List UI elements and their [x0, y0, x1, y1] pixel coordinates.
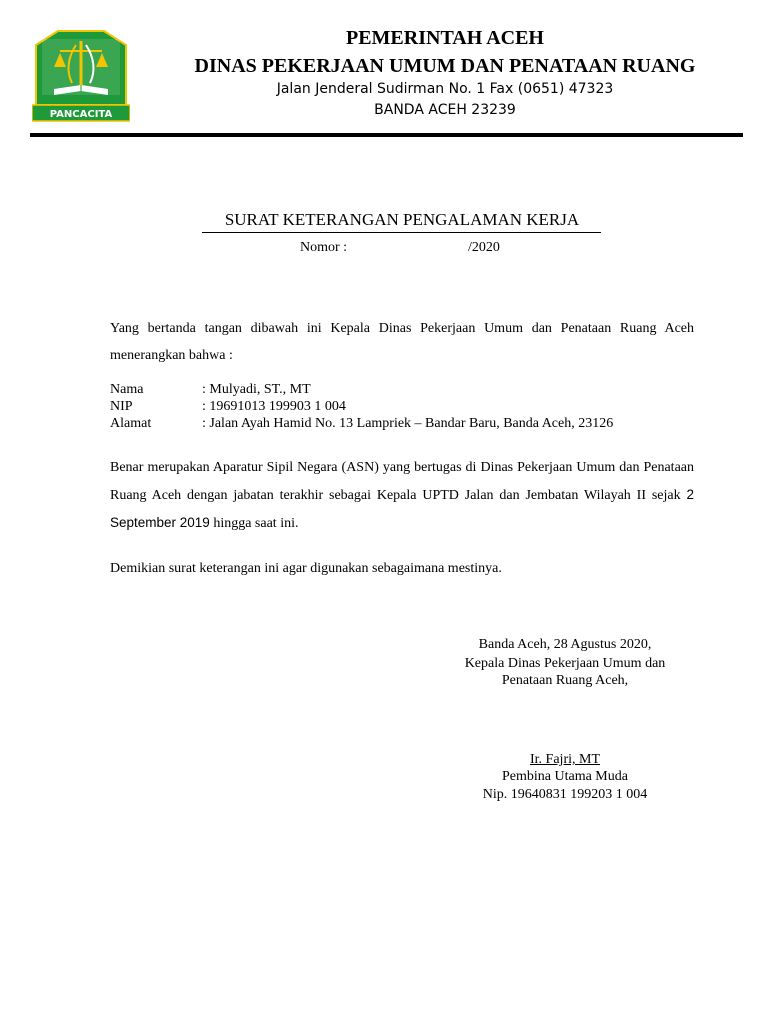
signatory-nip: Nip. 19640831 199203 1 004 — [482, 787, 648, 802]
letterhead-city: BANDA ACEH 23239 — [374, 102, 516, 118]
body-text-part1: Benar merupakan Aparatur Sipil Negara (ASN) yang bertugas di Dinas Pekerjaan Umum dan Penataan Ruang Aceh dengan jabatan terakhir sebagai Kepala UPTD Jalan dan Jembatan Wilayah II sejak — [110, 460, 694, 503]
title-underline — [202, 232, 601, 233]
letterhead-agency: DINAS PEKERJAAN UMUM DAN PENATAAN RUANG — [194, 55, 696, 77]
signatory-name: Ir. Fajri, MT — [530, 752, 600, 767]
detail-label-nip: NIP — [110, 399, 133, 414]
document-title: SURAT KETERANGAN PENGALAMAN KERJA — [224, 210, 580, 229]
nomor-value: /2020 — [468, 240, 500, 255]
intro-paragraph: Yang bertanda tangan dibawah ini Kepala Dinas Pekerjaan Umum dan Penataan Ruang Aceh menerangkan bahwa : — [110, 321, 694, 363]
detail-value-alamat: : Jalan Ayah Hamid No. 13 Lampriek – Bandar Baru, Banda Aceh, 23126 — [202, 416, 614, 431]
signatory-rank: Pembina Utama Muda — [502, 769, 628, 784]
nomor-label: Nomor : — [300, 240, 348, 255]
body-paragraph — [110, 454, 694, 537]
detail-label-nama: Nama — [110, 382, 144, 397]
letterhead-divider — [30, 133, 743, 137]
signature-position-line1: Kepala Dinas Pekerjaan Umum dan — [464, 656, 666, 671]
signature-position-line2: Penataan Ruang Aceh, — [501, 673, 629, 688]
letterhead-government: PEMERINTAH ACEH — [346, 27, 544, 49]
body-date: 2 September 2019 — [110, 487, 694, 530]
detail-value-nama: : Mulyadi, ST., MT — [202, 382, 311, 397]
body-text-part2: hingga saat ini. — [209, 516, 299, 531]
letterhead-address: Jalan Jenderal Sudirman No. 1 Fax (0651) 47323 — [276, 81, 614, 97]
signature-place-date: Banda Aceh, 28 Agustus 2020, — [478, 637, 652, 652]
logo-motto: PANCACITA — [49, 109, 113, 120]
closing-paragraph: Demikian surat keterangan ini agar digunakan sebagaimana mestinya. — [110, 561, 502, 576]
detail-value-nip: : 19691013 199903 1 004 — [202, 399, 346, 414]
detail-label-alamat: Alamat — [110, 416, 152, 431]
aceh-emblem-logo — [32, 27, 130, 123]
